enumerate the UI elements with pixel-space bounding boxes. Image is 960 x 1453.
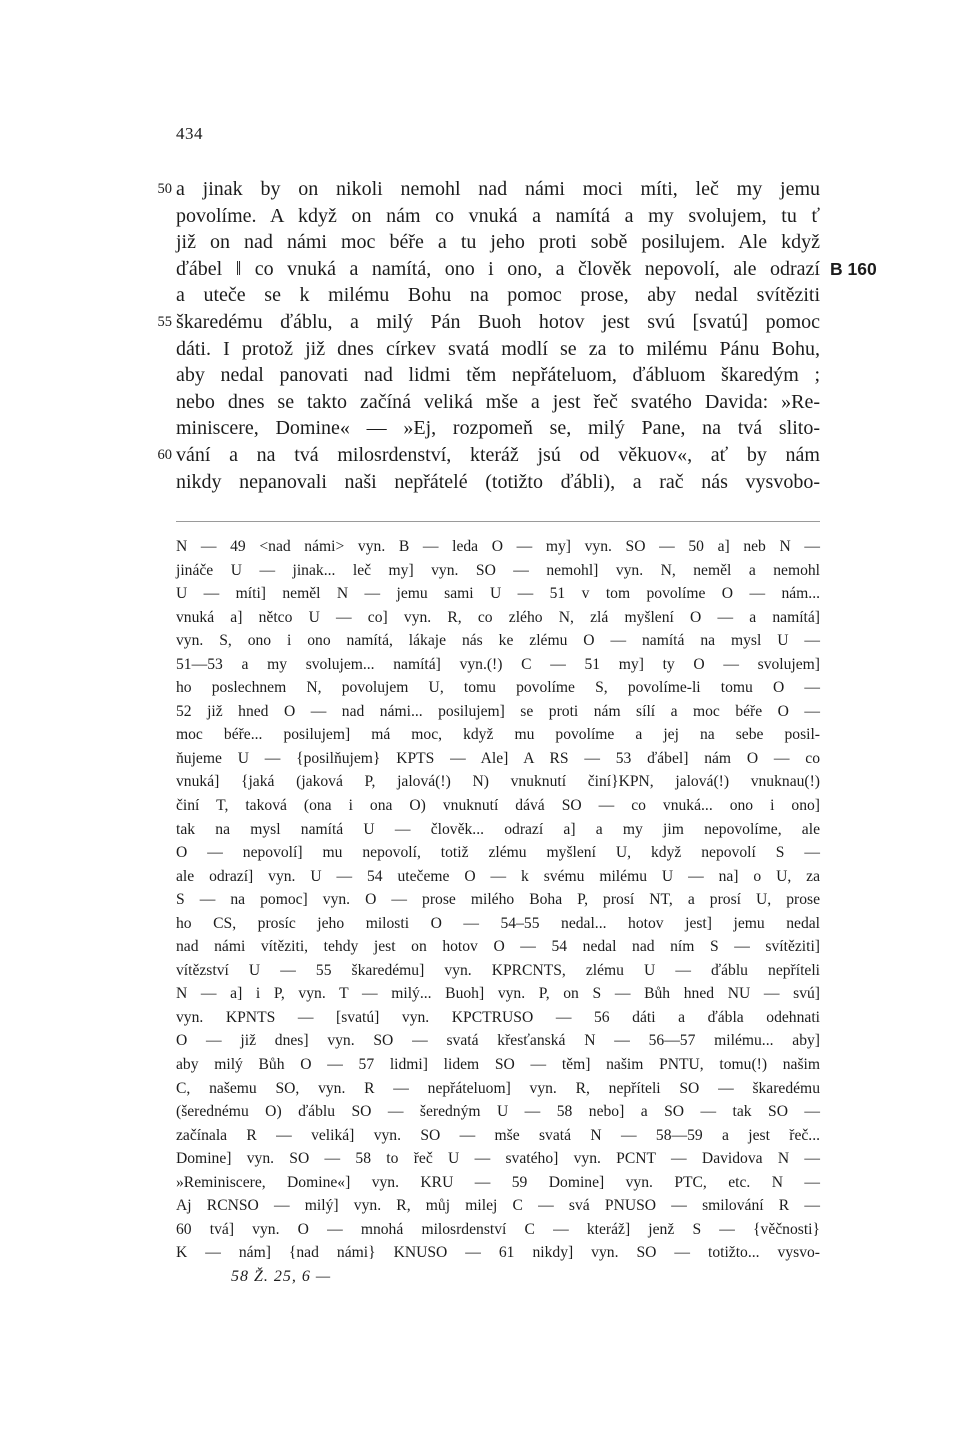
line-text: nebo dnes se takto začíná veliká mše a jest řeč svatého Davida: »Re- xyxy=(176,390,820,413)
line-text: a jinak by on nikoli nemohl nad námi moci míti, leč my jemu xyxy=(176,178,820,200)
apparatus-line: N — 49 <nad námi> vyn. B — leda O — my] vyn. SO — 50 a] neb N — xyxy=(176,538,820,555)
apparatus-line: Aj RCNSO — milý] vyn. R, můj milej C — svá PNUSO — smilování R — xyxy=(176,1197,820,1215)
apparatus-line: C, našemu SO, vyn. R — nepřáteluom] vyn. R, nepříteli SO — škaredému xyxy=(176,1079,820,1097)
main-text-line xyxy=(176,336,820,363)
line-number: 60 xyxy=(157,446,172,463)
main-text-line xyxy=(176,229,820,256)
apparatus-line: K — nám] {nad námi} KNUSO — 61 nikdy] vyn. SO — totižto... vysvo- xyxy=(176,1244,820,1262)
apparatus-line: vítězství U — 55 škaredému] vyn. KPRCNTS, zlému U — ďáblu nepříteli xyxy=(176,961,820,979)
apparatus-line: tak na mysl namítá U — člověk... odrazí a] a my jim nepovolíme, ale xyxy=(176,820,820,838)
line-text: již on nad námi moc béře a tu jeho proti sobě posilujem. Ale když xyxy=(176,231,820,254)
main-text-line xyxy=(176,362,820,389)
apparatus-line: 60 tvá] vyn. O — mnohá milosrdenství C — kteráž] jenž S — {věčnosti} xyxy=(176,1220,820,1238)
apparatus-line: (šerednému O) ďáblu SO — šeredným U — 58 nebo] a SO — tak SO — xyxy=(176,1103,820,1121)
apparatus-line: činí T, taková (ona i ona O) vnuknutí dává SO — co vnuká... ono i ono] xyxy=(176,797,820,815)
apparatus-line: ho CS, prosíc jeho milosti O — 54–55 nedal... hotov jest] jemu nedal xyxy=(176,914,820,932)
apparatus-line: ho poslechnem N, povolujem U, tomu povolíme S, povolíme-li tomu O — xyxy=(176,679,820,697)
line-number: 50 xyxy=(157,181,172,197)
page-number: 434 xyxy=(176,124,203,143)
line-text: aby nedal panovati nad lidmi těm nepřáteluom, ďábluom škaredým ; xyxy=(176,364,820,387)
apparatus-line: 51—53 a my svolujem... namítá] vyn.(!) C — 51 my] ty O — svolujem] xyxy=(176,655,820,673)
apparatus-line: O — nepovolí] mu nepovolí, totiž zlému myšlení U, když nepovolí S — xyxy=(176,844,820,862)
apparatus-line: vyn. S, ono i ono namítá, lákaje nás ke zlému O — namítá na mysl U — xyxy=(176,632,820,650)
apparatus-line: jináče U — jinak... leč my] vyn. SO — nemohl] vyn. N, neměl a nemohl xyxy=(176,561,820,579)
critical-apparatus xyxy=(176,535,820,1265)
apparatus-line: moc béře... posilujem] má moc, když mu povolíme a jej na sebe posil- xyxy=(176,726,820,744)
apparatus-line: ňujeme U — {posilňujem} KPTS — Ale] A RS — 53 ďábel] nám O — co xyxy=(176,749,820,767)
line-number: 55 xyxy=(157,313,172,330)
line-text: vání a na tvá milosrdenství, kteráž jsú od věkuov«, ať by nám xyxy=(176,443,820,466)
main-text-line xyxy=(176,256,877,283)
apparatus-line: aby milý Bůh O — 57 lidmi] lidem SO — těm] našim PNTU, tomu(!) našim xyxy=(176,1056,820,1074)
line-text: škaredému ďáblu, a milý Pán Buoh hotov jest svú [svatú] pomoc xyxy=(176,310,820,333)
apparatus-line: U — míti] neměl N — jemu sami U — 51 v tom povolíme O — nám... xyxy=(176,585,820,603)
main-text-line xyxy=(176,415,820,442)
apparatus-line: »Reminiscere, Domine«] vyn. KRU — 59 Domine] vyn. PTC, etc. N — xyxy=(176,1173,820,1191)
line-text: ďábel ‖ co vnuká a namítá, ono i ono, a člověk nepovolí, ale odrazí xyxy=(176,257,820,280)
apparatus-separator xyxy=(176,521,820,522)
main-text-line xyxy=(176,469,820,496)
main-text-line xyxy=(157,442,820,469)
apparatus-line: vyn. KPNTS — [svatú] vyn. KPCTRUSO — 56 dáti a ďábla odehnati xyxy=(176,1008,820,1026)
main-text-line xyxy=(157,309,820,336)
line-text: miniscere, Domine« — »Ej, rozpomeň se, milý Pane, na tvá slito- xyxy=(176,417,820,440)
apparatus-line: 52 již hned O — nad námi... posilujem] se proti nám sílí a moc béře O — xyxy=(176,702,820,720)
main-text-line xyxy=(176,203,820,230)
line-text: nikdy nepanovali naši nepřátelé (totižto ďábli), a rač nás vysvobo- xyxy=(176,470,820,493)
main-text-line xyxy=(176,389,820,416)
apparatus-line: začínala R — veliká] vyn. SO — mše svatá N — 58—59 a jest řeč... xyxy=(176,1126,820,1144)
main-text-line xyxy=(157,176,820,203)
main-text-line xyxy=(176,282,820,309)
margin-reference: B 160 xyxy=(830,258,877,279)
apparatus-line: O — již dnes] vyn. SO — svatá křesťanská N — 56—57 milému... aby] xyxy=(176,1032,820,1050)
apparatus-line: vnuká a] nětco U — co] vyn. R, co zlého N, zlá myšlení O — a namítá] xyxy=(176,608,820,626)
apparatus-line: nad námi vítěziti, tehdy jest on hotov O — 54 nedal nad ním S — svítěziti] xyxy=(176,938,820,956)
line-text: dáti. I protož již dnes církev svatá modlí se za to milému Pánu Bohu, xyxy=(176,337,820,360)
apparatus-line: Domine] vyn. SO — 58 to řeč U — svatého] vyn. PCNT — Davidova N — xyxy=(176,1150,820,1168)
apparatus-line: S — na pomoc] vyn. O — prose milého Boha P, prosí NT, a prosí U, prose xyxy=(176,891,820,909)
footnote: 58 Ž. 25, 6 — xyxy=(231,1268,332,1285)
line-text: a uteče se k milému Bohu na pomoc prose, aby nedal svítěziti xyxy=(176,284,820,307)
apparatus-line: ale odrazí] vyn. U — 54 utečeme O — k svému milému U — na] o U, za xyxy=(176,867,820,885)
main-text xyxy=(157,176,877,495)
line-text: povolíme. A když on nám co vnuká a namítá a my svolujem, tu ť xyxy=(176,204,820,227)
apparatus-line: vnuká] {jaká (jaková P, jalová(!) N) vnuknutí činí}KPN, jalová(!) vnuknau(!) xyxy=(176,773,820,791)
apparatus-line: N — a] i P, vyn. T — milý... Buoh] vyn. P, on S — Bůh hned NU — svú] xyxy=(176,985,820,1003)
